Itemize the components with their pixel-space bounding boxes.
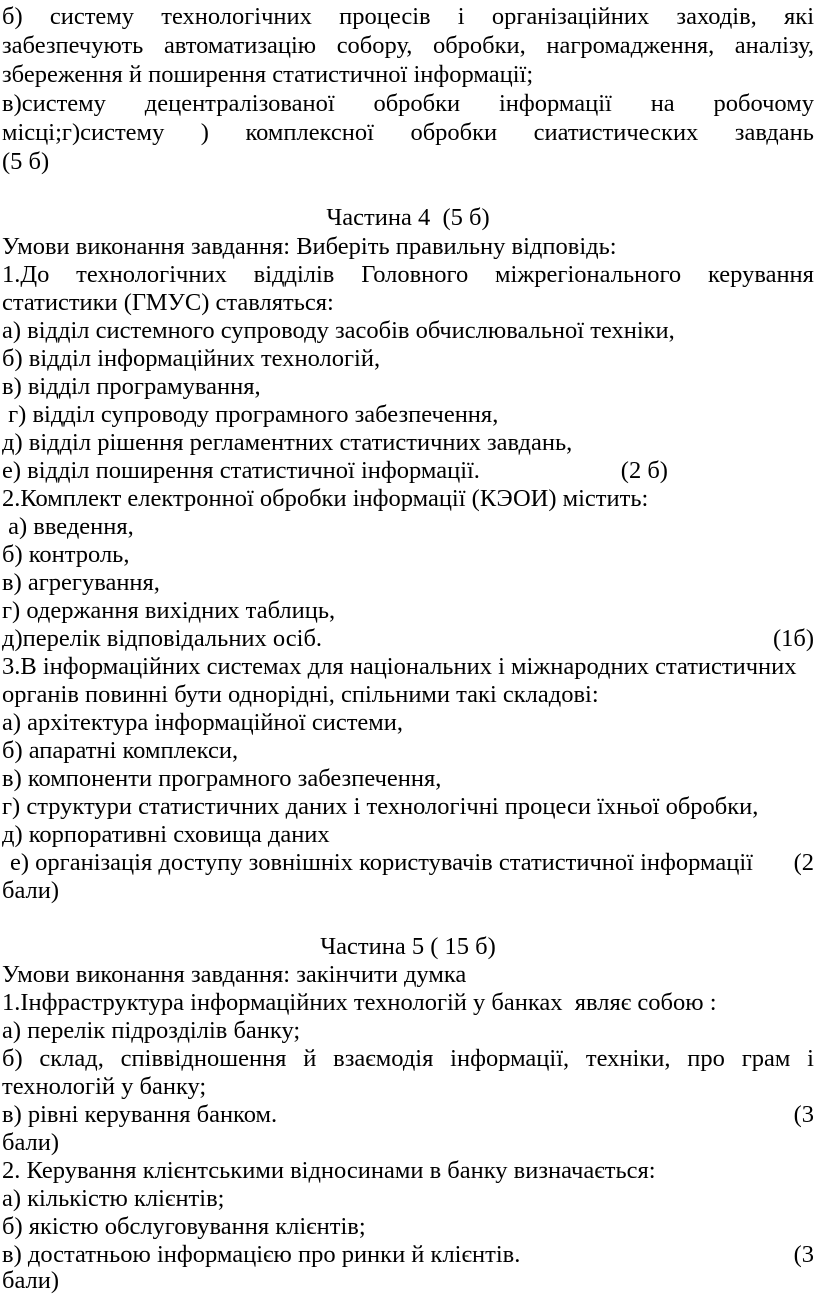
points-note: (3 [793, 1241, 814, 1268]
word: про [687, 1045, 725, 1072]
word: 1.До [2, 261, 50, 288]
option-text: е) організація доступу зовнішніх користувачів статистичної інформації [10, 849, 753, 876]
section-heading: Частина 4 (5 б) [326, 204, 490, 231]
question-text: статистики (ГМУС) ставляться: [2, 289, 334, 316]
question-text: 3.В інформаційних системах для національних і міжнародних статистичних [2, 653, 797, 680]
answer-option: в) агрегування, [2, 569, 160, 596]
word: аналізу, [734, 32, 814, 59]
word: відділів [253, 261, 335, 288]
word: ) [200, 119, 209, 146]
word: собору, [336, 32, 413, 59]
word: автоматизацію [163, 32, 317, 59]
answer-option: д) відділ рішення регламентних статистичних завдань, [2, 429, 573, 456]
word: сиатистических [533, 119, 699, 146]
text-line: збереження й поширення статистичної інформації; [2, 61, 534, 88]
word: обробки [373, 90, 461, 117]
text-line [2, 2, 814, 32]
section-heading: Частина 5 ( 15 б) [320, 933, 496, 960]
word: інформації, [450, 1045, 570, 1072]
instructions: Умови виконання завдання: Виберіть правильну відповідь: [2, 233, 617, 260]
answer-option: б) апаратні комплекси, [2, 737, 239, 764]
word: і [457, 3, 465, 30]
word: грам [741, 1045, 791, 1072]
word: технологічних [161, 3, 312, 30]
answer-option: д) корпоративні сховища даних [2, 821, 330, 848]
word: в)систему [2, 90, 106, 117]
answer-option: б) відділ інформаційних технологій, [2, 345, 381, 372]
answer-option: а) перелік підрозділів банку; [2, 1017, 301, 1044]
question-text: 1.Інфраструктура інформаційних технологій у банках являє собою : [2, 989, 717, 1016]
word: місці;г)систему [2, 119, 165, 146]
word: б) [2, 3, 23, 30]
word: техніки, [585, 1045, 671, 1072]
answer-option: а) відділ системного супроводу засобів обчислювальної техніки, [2, 317, 675, 344]
answer-option: в) відділ програмування, [2, 373, 261, 400]
word: і [807, 1045, 814, 1072]
text-line [2, 89, 814, 119]
answer-option: б) контроль, [2, 541, 130, 568]
word: забезпечують [2, 32, 144, 59]
word: заходів, [676, 3, 757, 30]
option-text: в) рівні керування банком. [2, 1101, 278, 1128]
word: на [650, 90, 675, 117]
question-text: органів повинні бути однорідні, спільними такі складові: [2, 681, 599, 708]
answer-option: г) структури статистичних даних і технологічні процеси їхньої обробки, [2, 793, 759, 820]
word: завдань [734, 119, 814, 146]
word: децентралізованої [144, 90, 335, 117]
word: робочому [713, 90, 814, 117]
answer-option [2, 1100, 814, 1130]
text-line [2, 31, 814, 61]
word: комплексної [245, 119, 374, 146]
points-note: (1б) [772, 625, 814, 652]
points-note: бали) [2, 877, 60, 904]
answer-option: а) архітектура інформаційної системи, [2, 709, 404, 736]
word: обробки [410, 119, 498, 146]
question-text: 2. Керування клієнтськими відносинами в банку визначається: [2, 1157, 656, 1184]
word: й [303, 1045, 317, 1072]
answer-option: г) одержання вихідних таблиць, [2, 597, 336, 624]
answer-option: г) відділ супроводу програмного забезпечення, [2, 401, 499, 428]
word: керування [707, 261, 814, 288]
points-note: (5 б) [2, 148, 50, 175]
answer-option: а) введення, [2, 513, 134, 540]
word: нагромадження, [546, 32, 715, 59]
word: міжрегіонального [495, 261, 682, 288]
option-text: в) достатньою інформацією про ринки й клієнтів. [2, 1241, 521, 1268]
word: обробки, [432, 32, 526, 59]
answer-option [2, 848, 814, 878]
answer-option: б) якістю обслуговування клієнтів; [2, 1213, 366, 1240]
instructions: Умови виконання завдання: закінчити думка [2, 961, 467, 988]
points-note: бали) [2, 1267, 60, 1294]
points-note: (3 [793, 1101, 814, 1128]
question-text [2, 260, 814, 290]
points-note: (2 [793, 849, 814, 876]
answer-option: технологій у банку; [2, 1073, 207, 1100]
answer-option: а) кількістю клієнтів; [2, 1185, 225, 1212]
answer-option: е) відділ поширення статистичної інформації. (2 б) [2, 457, 668, 484]
word: інформації [499, 90, 612, 117]
text-line [2, 118, 814, 148]
word: співвідношення [120, 1045, 287, 1072]
word: організаційних [491, 3, 650, 30]
answer-option: в) компоненти програмного забезпечення, [2, 765, 442, 792]
word: систему [49, 3, 135, 30]
points-note: бали) [2, 1129, 60, 1156]
word: б) [2, 1045, 23, 1072]
word: процесів [339, 3, 431, 30]
word: взаємодія [333, 1045, 434, 1072]
question-text: 2.Комплект електронної обробки інформації (КЭОИ) містить: [2, 485, 649, 512]
answer-option [2, 1044, 814, 1074]
word: склад, [39, 1045, 104, 1072]
word: технологічних [76, 261, 227, 288]
answer-option [2, 624, 814, 654]
word: Головного [361, 261, 469, 288]
word: які [784, 3, 814, 30]
option-text: д)перелік відповідальних осіб. [2, 625, 323, 652]
